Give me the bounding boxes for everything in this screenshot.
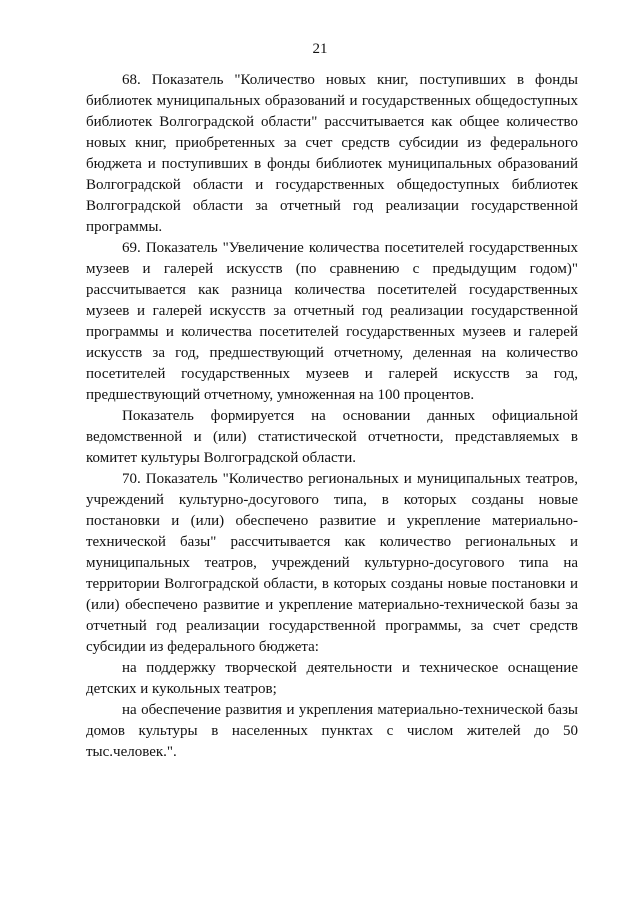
paragraph-indicator-69-source: Показатель формируется на основании данных официальной ведомственной и (или) статистической отчетности, представляемых в комитет культуры Волгоградской области. (86, 408, 578, 466)
page-number: 21 (312, 41, 328, 57)
paragraph-theatre-support: на поддержку творческой деятельности и техническое оснащение детских и кукольных театров; (86, 660, 578, 697)
document-body (86, 70, 578, 763)
paragraph-indicator-68: 68. Показатель "Количество новых книг, поступивших в фонды библиотек муниципальных образований и государственных общедоступных библиотек Волгоградской области" рассчитывается как общее количество новых книг, приобретенных за счет средств субсидии из федерального бюджета и поступивших в фонды библиотек муниципальных образований Волгоградской области и государственных общедоступных библиотек Волгоградской области за отчетный год реализации государственной программы. (86, 72, 578, 235)
paragraph-indicator-69: 69. Показатель "Увеличение количества посетителей государственных музеев и галерей искусств (по сравнению с предыдущим годом)" рассчитывается как разница количества посетителей государственных музеев и галерей искусств за отчетный год реализации государственной программы и количества посетителей государственных музеев и галерей искусств за год, предшествующий отчетному, деленная на количество посетителей государственных музеев и галерей искусств за год, предшествующий отчетному, умноженная на 100 процентов. (86, 240, 578, 403)
paragraph-culture-houses: на обеспечение развития и укрепления материально-технической базы домов культуры в населенных пунктах с числом жителей до 50 тыс.человек.". (86, 702, 578, 760)
paragraph-indicator-70: 70. Показатель "Количество региональных и муниципальных театров, учреждений культурно-досугового типа, в которых созданы новые постановки и (или) обеспечено развитие и укрепление материально-технической базы" рассчитывается как количество региональных и муниципальных театров, учреждений культурно-досугового типа на территории Волгоградской области, в которых созданы новые постановки и (или) обеспечено развитие и укрепление материально-технической базы за отчетный год реализации государственной программы, за счет средств субсидии из федерального бюджета: (86, 471, 578, 655)
